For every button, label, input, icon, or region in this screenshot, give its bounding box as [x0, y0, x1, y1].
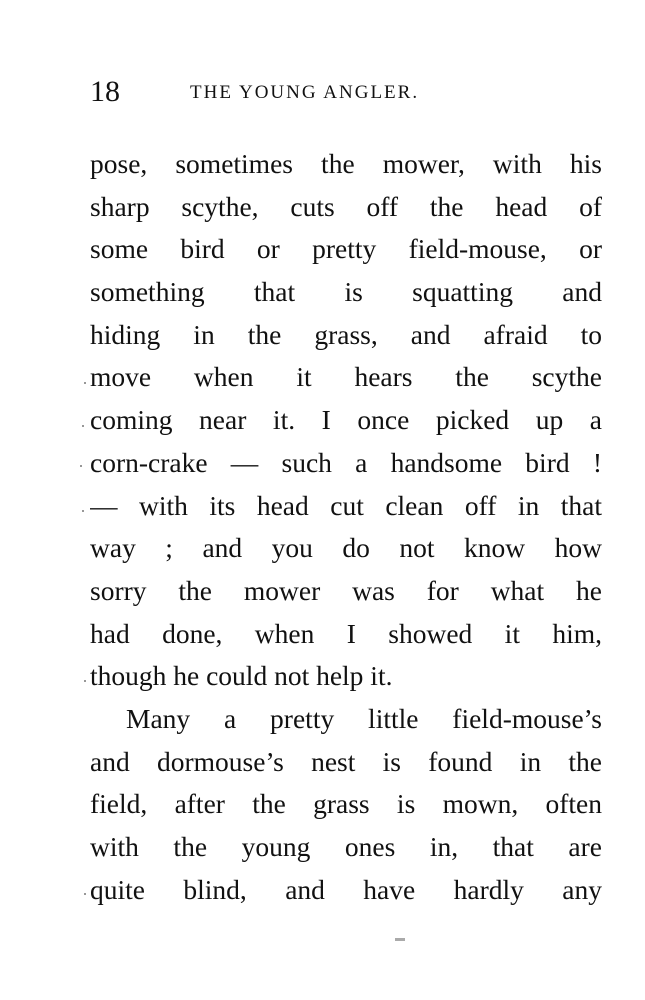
text-line: sharp scythe, cuts off the head of [90, 190, 602, 222]
paragraph-end-line: though he could not help it. [90, 660, 393, 692]
text-line: and dormouse’s nest is found in the [90, 745, 602, 777]
print-speck [82, 425, 84, 427]
print-speck [80, 465, 82, 467]
text-line: coming near it. I once picked up a [90, 404, 602, 436]
paragraph-start-line: Many a pretty little field-mouse’s [126, 702, 602, 734]
text-line: some bird or pretty field-mouse, or [90, 233, 602, 265]
text-line: pose, sometimes the mower, with his [90, 148, 602, 179]
print-speck [84, 893, 86, 895]
text-line: sorry the mower was for what he [90, 574, 602, 606]
print-mark [395, 938, 405, 941]
text-line: field, after the grass is mown, often [90, 788, 602, 820]
running-head [90, 74, 605, 110]
text-line: something that is squatting and [90, 276, 602, 308]
running-title: THE YOUNG ANGLER. [190, 82, 420, 103]
text-line: way ; and you do not know how [90, 532, 602, 564]
text-line: with the young ones in, that are [90, 831, 602, 862]
text-line: had done, when I showed it him, [90, 617, 602, 649]
body-text [90, 143, 602, 911]
print-speck [82, 510, 84, 512]
text-line: corn-crake — such a handsome bird ! [90, 446, 602, 478]
print-speck [84, 382, 86, 384]
text-line: move when it hears the scythe [90, 361, 602, 393]
page-number: 18 [90, 75, 120, 108]
print-speck [84, 680, 86, 682]
text-line: quite blind, and have hardly any [90, 873, 602, 905]
text-line: — with its head cut clean off in that [90, 489, 602, 521]
text-line: hiding in the grass, and afraid to [90, 318, 602, 350]
